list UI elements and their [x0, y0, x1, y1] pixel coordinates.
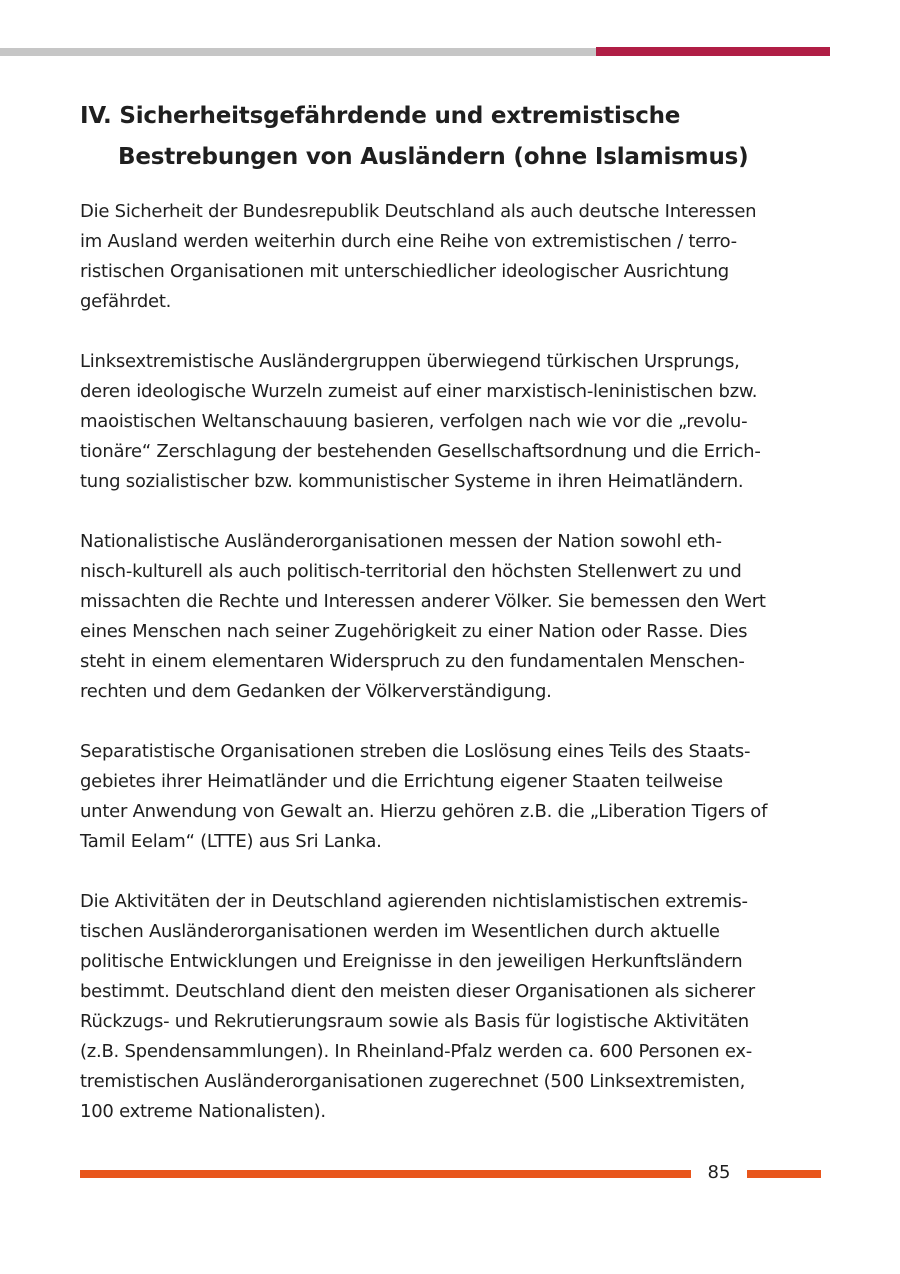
- text-line: Separatistische Organisationen streben die Loslösung eines Teils des Staats-: [80, 741, 751, 762]
- text-line: tionäre“ Zerschlagung der bestehenden Gesellschaftsordnung und die Errich-: [80, 441, 761, 462]
- paragraph: [80, 737, 840, 857]
- footer-rule-right: [747, 1170, 821, 1178]
- text-line: missachten die Rechte und Interessen anderer Völker. Sie bemessen den Wert: [80, 591, 766, 612]
- text-line: tischen Ausländerorganisationen werden im Wesentlichen durch aktuelle: [80, 921, 720, 942]
- text-line: rechten und dem Gedanken der Völkerverständigung.: [80, 681, 552, 702]
- text-line: tung sozialistischer bzw. kommunistischer Systeme in ihren Heimatländern.: [80, 471, 744, 492]
- text-line: Rückzugs- und Rekrutierungsraum sowie als Basis für logistische Aktivitäten: [80, 1011, 749, 1032]
- top-rule-gray: [0, 48, 596, 56]
- text-line: ristischen Organisationen mit unterschiedlicher ideologischer Ausrichtung: [80, 261, 729, 282]
- heading-line-2: Bestrebungen von Ausländern (ohne Islamismus): [118, 144, 749, 170]
- section-heading: [80, 96, 860, 178]
- text-line: bestimmt. Deutschland dient den meisten dieser Organisationen als sicherer: [80, 981, 755, 1002]
- text-line: Die Aktivitäten der in Deutschland agierenden nichtislamistischen extremis-: [80, 891, 748, 912]
- text-line: (z.B. Spendensammlungen). In Rheinland-Pfalz werden ca. 600 Personen ex-: [80, 1041, 753, 1062]
- page-number: 85: [707, 1162, 731, 1183]
- body-text: [80, 197, 840, 1157]
- text-line: tremistischen Ausländerorganisationen zugerechnet (500 Linksextremisten,: [80, 1071, 746, 1092]
- top-rule-accent: [596, 47, 830, 56]
- paragraph: [80, 347, 840, 497]
- text-line: Nationalistische Ausländerorganisationen messen der Nation sowohl eth-: [80, 531, 722, 552]
- paragraph: [80, 527, 840, 707]
- text-line: Linksextremistische Ausländergruppen überwiegend türkischen Ursprungs,: [80, 351, 740, 372]
- text-line: im Ausland werden weiterhin durch eine Reihe von extremistischen / terro-: [80, 231, 737, 252]
- paragraph: [80, 887, 840, 1127]
- footer-rule-left: [80, 1170, 691, 1178]
- text-line: gebietes ihrer Heimatländer und die Errichtung eigener Staaten teilweise: [80, 771, 723, 792]
- text-line: 100 extreme Nationalisten).: [80, 1101, 326, 1122]
- text-line: Tamil Eelam“ (LTTE) aus Sri Lanka.: [80, 831, 382, 852]
- text-line: politische Entwicklungen und Ereignisse in den jeweiligen Herkunftsländern: [80, 951, 743, 972]
- text-line: Die Sicherheit der Bundesrepublik Deutschland als auch deutsche Interessen: [80, 201, 757, 222]
- text-line: unter Anwendung von Gewalt an. Hierzu gehören z.B. die „Liberation Tigers of: [80, 801, 768, 822]
- text-line: gefährdet.: [80, 291, 172, 312]
- text-line: maoistischen Weltanschauung basieren, verfolgen nach wie vor die „revolu-: [80, 411, 748, 432]
- text-line: eines Menschen nach seiner Zugehörigkeit zu einer Nation oder Rasse. Dies: [80, 621, 748, 642]
- heading-line-1: IV. Sicherheitsgefährdende und extremistische: [80, 103, 681, 129]
- paragraph: [80, 197, 840, 317]
- text-line: nisch-kulturell als auch politisch-territorial den höchsten Stellenwert zu und: [80, 561, 742, 582]
- text-line: deren ideologische Wurzeln zumeist auf einer marxistisch-leninistischen bzw.: [80, 381, 758, 402]
- text-line: steht in einem elementaren Widerspruch zu den fundamentalen Menschen-: [80, 651, 745, 672]
